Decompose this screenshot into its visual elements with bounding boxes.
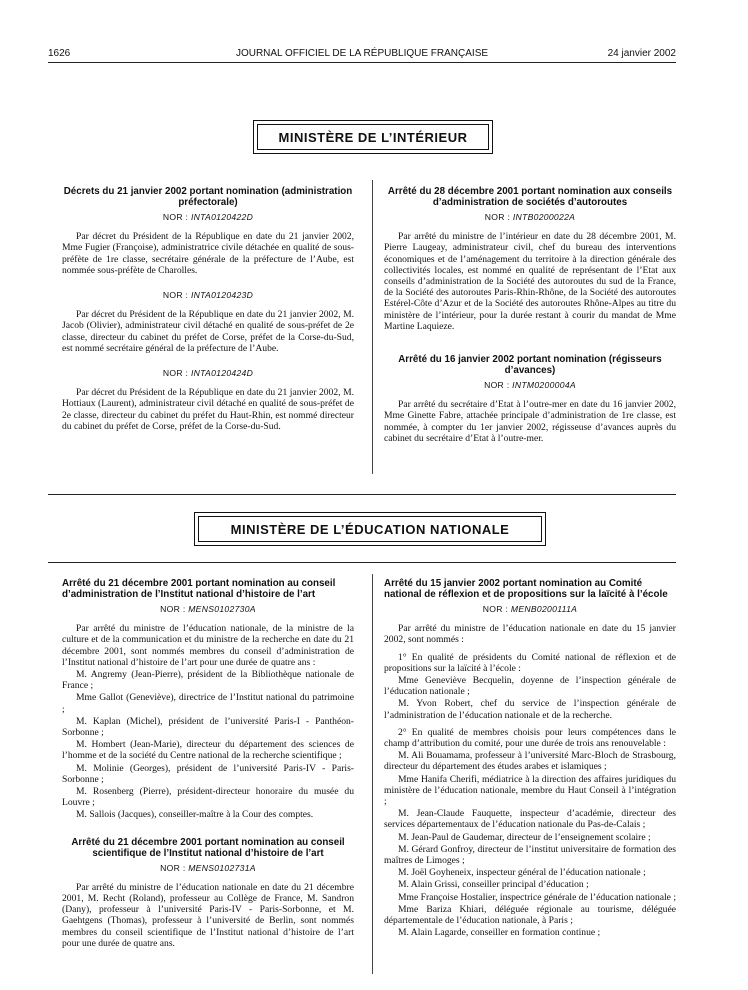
nor-reference: NOR : MENB0200111A: [482, 604, 578, 614]
decree-paragraph: Par décret du Président de la République en date du 21 janvier 2002, M. Jacob (Olivier), administrateur civil détaché en qualité de sous-préfet de 2e classe, directeur du cabinet du préfet de Corse, préfet de la Corse-du-Sud, est nommé secrétaire général de la préfecture de l’Aube.: [62, 309, 354, 354]
decree-paragraph: Par décret du Président de la République en date du 21 janvier 2002, M. Hottiaux (Laurent), administrateur civil détaché en qualité de sous-préfet de 2e classe, directeur du cabinet du préfet du Haut-Rhin, est nommé directeur du cabinet du préfet de Corse, préfet de la Corse-du-Sud.: [62, 387, 354, 432]
member-item: Mme Gallot (Geneviève), directrice de l’Institut national du patrimoine ;: [62, 692, 354, 715]
decree-paragraph: Par arrêté du ministre de l’éducation nationale en date du 21 décembre 2001, M. Recht (Roland), professeur au Collège de France, M. Sandron (Dany), professeur à l’université Paris-IV - Paris-Sorbonne, et M. Gaehtgens (Thomas), professeur à l’université de Berlin, sont nommés membres du conseil scientifique de l’Institut national d’histoire de l’art pour une durée de quatre ans.: [62, 881, 354, 949]
nor-reference: NOR : MENS0102731A: [160, 862, 256, 873]
ministry-title: MINISTÈRE DE L’INTÉRIEUR: [278, 129, 468, 145]
interieur-right-column: [384, 186, 676, 444]
article-title: Arrêté du 15 janvier 2002 portant nomination au Comité national de réflexion et de propositions sur la laïcité à l’école: [384, 578, 668, 600]
education-left-column: [62, 578, 354, 949]
member-item: M. Kaplan (Michel), président de l’université Paris-I - Panthéon-Sorbonne ;: [62, 715, 354, 739]
header-rule: [48, 62, 676, 63]
president-item: M. Yvon Robert, chef du service de l’inspection générale de l’administration de l’éducation nationale et de la recherche.: [384, 698, 676, 721]
section-rule: [48, 562, 676, 563]
decree-paragraph: Par arrêté du ministre de l’éducation nationale en date du 15 janvier 2002, sont nommés :: [384, 623, 676, 646]
section-point: 2° En qualité de membres choisis pour leurs compétences dans le champ d’attribution du comité, pour une durée de trois ans renouvelable :: [384, 726, 676, 750]
member-item: M. Joël Goyheneix, inspecteur général de l’éducation nationale ;: [398, 867, 646, 879]
article-title: Arrêté du 21 décembre 2001 portant nomination au conseil d’administration de l’Institut national d’histoire de l’art: [62, 578, 336, 600]
interieur-left-column: [62, 186, 354, 432]
member-item: M. Rosenberg (Pierre), président-directeur honoraire du musée du Louvre ;: [62, 786, 354, 809]
member-item: M. Gérard Gonfroy, directeur de l’institut universitaire de formation des maîtres de Limoges ;: [384, 843, 676, 867]
nor-reference: NOR : INTA0120423D: [162, 290, 254, 301]
article-title: Décrets du 21 janvier 2002 portant nomination (administration préfectorale): [63, 186, 353, 208]
column-divider: [372, 180, 373, 474]
member-item: M. Hombert (Jean-Marie), directeur du département des sciences de l’homme et de la société du Centre national de la recherche scientifique ;: [62, 739, 354, 762]
member-item: M. Angremy (Jean-Pierre), président de la Bibliothèque nationale de France ;: [62, 669, 354, 692]
member-item: M. Sallois (Jacques), conseiller-maître à la Cour des comptes.: [76, 809, 314, 821]
member-item: M. Ali Bouamama, professeur à l’université Marc-Bloch de Strasbourg, directeur du département des études arabes et islamiques ;: [384, 750, 676, 773]
decree-paragraph: Par décret du Président de la République en date du 21 janvier 2002, Mme Fugier (Françoise), administratrice civile détachée en qualité de sous-préfète de 1re classe, secrétaire générale de la préfecture de l’Aube, est nommée sous-préfète de Charolles.: [62, 231, 354, 276]
article-title: Arrêté du 28 décembre 2001 portant nomination aux conseils d’administration de sociétés d’autoroutes: [387, 186, 673, 208]
member-item: M. Molinie (Georges), président de l’université Paris-IV - Paris-Sorbonne ;: [62, 762, 354, 785]
issue-date: 24 janvier 2002: [607, 48, 676, 59]
education-right-column: [384, 578, 676, 938]
page-header: [48, 48, 676, 62]
member-item: Mme Bariza Khiari, déléguée régionale au tourisme, déléguée départementale de l’éducation nationale, à Paris ;: [384, 903, 676, 927]
member-item: Mme Françoise Hostalier, inspectrice générale de l’éducation nationale ;: [398, 891, 676, 903]
page-number: 1626: [48, 48, 71, 59]
president-item: Mme Geneviève Becquelin, doyenne de l’inspection générale de l’éducation nationale ;: [384, 675, 676, 698]
section-point: 1° En qualité de présidents du Comité national de réflexion et de propositions sur la laïcité à l’école :: [384, 651, 676, 674]
nor-reference: NOR : INTA0120424D: [162, 368, 254, 379]
nor-reference: NOR : INTB0200022A: [484, 212, 576, 222]
member-item: M. Alain Grissi, conseiller principal d’éducation ;: [398, 879, 589, 891]
column-divider: [372, 574, 373, 974]
member-item: M. Alain Lagarde, conseiller en formation continue ;: [398, 927, 601, 939]
ministry-title: MINISTÈRE DE L’ÉDUCATION NATIONALE: [230, 521, 510, 537]
nor-reference: NOR : MENS0102730A: [160, 604, 256, 614]
journal-title: JOURNAL OFFICIEL DE LA RÉPUBLIQUE FRANÇAISE: [235, 48, 489, 59]
member-item: M. Jean-Paul de Gaudemar, directeur de l’enseignement scolaire ;: [398, 831, 651, 843]
article-title: Arrêté du 21 décembre 2001 portant nomination au conseil scientifique de l’Institut national d’histoire de l’art: [71, 836, 345, 859]
member-item: M. Jean-Claude Fauquette, inspecteur d’académie, directeur des services départementaux de l’éducation nationale du Pas-de-Calais ;: [384, 808, 676, 831]
ministry-heading-education: [194, 512, 546, 546]
ministry-heading-interieur: [253, 120, 493, 154]
member-item: Mme Hanifa Cherifi, médiatrice à la direction des affaires juridiques du ministère de l’éducation nationale, membre du Haut Conseil à l’intégration ;: [384, 773, 676, 808]
section-rule: [48, 494, 676, 495]
decree-paragraph: Par arrêté du ministre de l’éducation nationale, de la ministre de la culture et de la communication et du ministre de la recherche en date du 21 décembre 2001, sont nommés membres du conseil d’administration de l’Institut national d’histoire de l’art pour une durée de quatre ans :: [62, 623, 354, 668]
decree-paragraph: Par arrêté du secrétaire d’Etat à l’outre-mer en date du 16 janvier 2002, Mme Ginette Fabre, attachée principale d’administration de 1re classe, est nommée, à compter du 1er janvier 2002, régisseuse d’avances auprès du cabinet du secrétaire d’Etat à l’outre-mer.: [384, 399, 676, 444]
nor-reference: NOR : INTA0120422D: [162, 212, 254, 222]
article-title: Arrêté du 16 janvier 2002 portant nomination (régisseurs d’avances): [398, 354, 662, 377]
nor-reference: NOR : INTM0200004A: [484, 380, 576, 391]
decree-paragraph: Par arrêté du ministre de l’intérieur en date du 28 décembre 2001, M. Pierre Laugeay, administrateur civil, chef du bureau des interventions économiques et de l’aménagement du territoire à la direction générale des collectivités locales, est nommé en qualité de représentant de l’Etat aux conseils d’administration de la Société des autoroutes du sud de la France, de la Société des autoroutes Paris-Rhin-Rhône, de la Société des autoroutes Estérel-Côte d’Azur et de la Société des autoroutes Rhône-Alpes au titre du ministère de l’intérieur, pour la durée restant à courir du mandat de Mme Martine Laquieze.: [384, 231, 676, 332]
